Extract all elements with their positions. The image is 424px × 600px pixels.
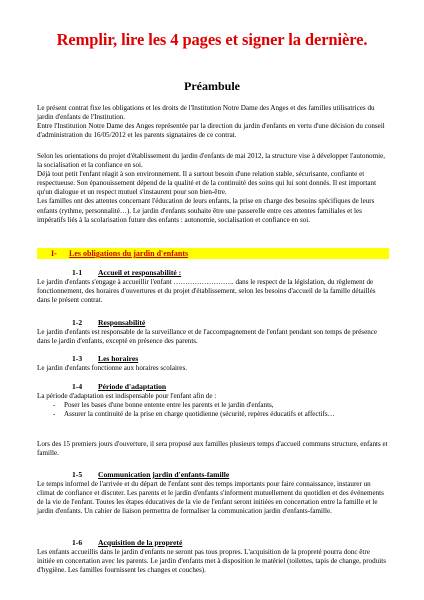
preamble-orientation xyxy=(37,152,389,225)
subsection-heading xyxy=(72,268,181,277)
subsection-heading xyxy=(72,318,145,327)
subsection-number: 1-4 xyxy=(72,382,83,391)
subsection-text: Lors des 15 premiers jours d'ouverture, il sera proposé aux familles plusieurs temps d'accueil communs structure, enfants et famille. xyxy=(37,440,388,458)
section-number: I- xyxy=(51,249,57,258)
subsection-text: Le jardin d'enfants fonctionne aux horaires scolaires. xyxy=(37,364,187,372)
subsection-title: Communication jardin d'enfants-famille xyxy=(98,470,230,479)
preamble-paragraph: Entre l'Institution Notre Dame des Anges représentée par la direction du jardin d'enfants en vertu d'une décision du conseil d'administration du 16/05/2012 et les parents signataires de ce contrat. xyxy=(37,122,385,140)
subsection-number: 1-1 xyxy=(72,268,83,277)
subsection-heading xyxy=(72,354,138,363)
subsection-text: Le temps informel de l'arrivée et du départ de l'enfant sont des temps importants pour faire connaissance, instaurer un climat de confiance et discuter. Les parents et le jardin d'enfants s'informent mutuellement du quotidien et des événements de la vie de l'enfant. Toutes les étapes éducatives de la vie de l'enfant seront initiées en concertation entre la famille et le jardin d'enfants. Un cahier de liaison permettra de formaliser la communication jardin d'enfants-famille. xyxy=(37,480,384,516)
subsection-title: Acquisition de la propreté xyxy=(98,538,183,547)
subsection-number: 1-2 xyxy=(72,318,83,327)
subsection-heading xyxy=(72,538,182,547)
preamble-paragraph: Selon les orientations du projet d'établissement du jardin d'enfants de mai 2012, la structure vise à développer l'autonomie, la socialisation et la confiance en soi. xyxy=(37,152,385,170)
subsection-text: Le jardin d'enfants est responsable de la surveillance et de l'accompagnement de l'enfant pendant son temps de présence dans le jardin d'enfants, excepté en présence des parents. xyxy=(37,328,378,346)
preamble-paragraph: Les familles ont des attentes concernant l'éducation de leurs enfants, la prise en charge des besoins spécifiques de leurs enfants (rythme, personnalité…). Le jardin d'enfants souhaite être une passerelle entre ces attentes familiales et les impératifs liés à la scolarisation future des enfants : autonomie, socialisation et confiance en soi. xyxy=(37,197,375,224)
list-item: - Poser les bases d'une bonne entente entre les parents et le jardin d'enfants, xyxy=(37,401,389,410)
subsection-heading xyxy=(72,470,229,479)
subsection-text: Le jardin d'enfants s'engage à accueillir l'enfant …………………….. dans le respect de la législation, du règlement de fonctionnement, des horaires d'ouvertures et du projet d'établissement, selon les besoins d'accueil de la famille détaillés dans le présent contrat. xyxy=(37,278,376,305)
section-heading xyxy=(37,248,389,259)
subsection-title: Période d'adaptation xyxy=(98,382,167,391)
subsection-title: Les horaires xyxy=(98,354,139,363)
subsection-heading xyxy=(72,382,166,391)
subsection-body xyxy=(37,548,389,575)
subsection-body xyxy=(37,328,389,346)
preamble-intro xyxy=(37,104,389,140)
subsection-body xyxy=(37,278,389,305)
preamble-paragraph: Déjà tout petit l'enfant réagit à son environnement. Il a surtout besoin d'une relation stable, sécurisante, confiante et respectueuse. Son épanouissement dépend de la qualité et de la continuité des soins qui lui sont donnés. Il est important qu'un dialogue et un respect mutuel s'instaurent pour son bien-être. xyxy=(37,170,377,197)
subsection-body xyxy=(37,364,389,373)
subsection-body xyxy=(37,480,389,516)
subsection-body xyxy=(37,440,389,458)
adaptation-list xyxy=(37,401,389,419)
instruction-banner: Remplir, lire les 4 pages et signer la dernière. xyxy=(56,30,368,49)
subsection-text: Les enfants accueillis dans le jardin d'enfants ne seront pas tous propres. L'acquisition de la propreté pourra donc être initiée en concertation avec les parents. Le jardin d'enfants met à disposition le matériel (toilettes, tapis de change, produits d'hygiène. Les familles fournissent les changes et couches). xyxy=(37,548,386,575)
subsection-number: 1-5 xyxy=(72,470,83,479)
subsection-title: Accueil et responsabilité : xyxy=(98,268,182,277)
subsection-number: 1-3 xyxy=(72,354,83,363)
subsection-title: Responsabilité xyxy=(98,318,146,327)
preamble-title: Préambule xyxy=(184,79,240,93)
subsection-number: 1-6 xyxy=(72,538,83,547)
section-title: Les obligations du jardin d'enfants xyxy=(69,249,189,258)
subsection-text: La période d'adaptation est indispensable pour l'enfant afin de : xyxy=(37,392,217,400)
list-item: - Assurer la continuité de la prise en charge quotidienne (sécurité, repères éducatifs et affectifs… xyxy=(37,410,389,419)
preamble-paragraph: Le présent contrat fixe les obligations et les droits de l'Institution Notre Dame des Anges et des familles utilisatrices du jardin d'enfants de l'Institution. xyxy=(37,104,375,122)
subsection-body xyxy=(37,392,389,419)
